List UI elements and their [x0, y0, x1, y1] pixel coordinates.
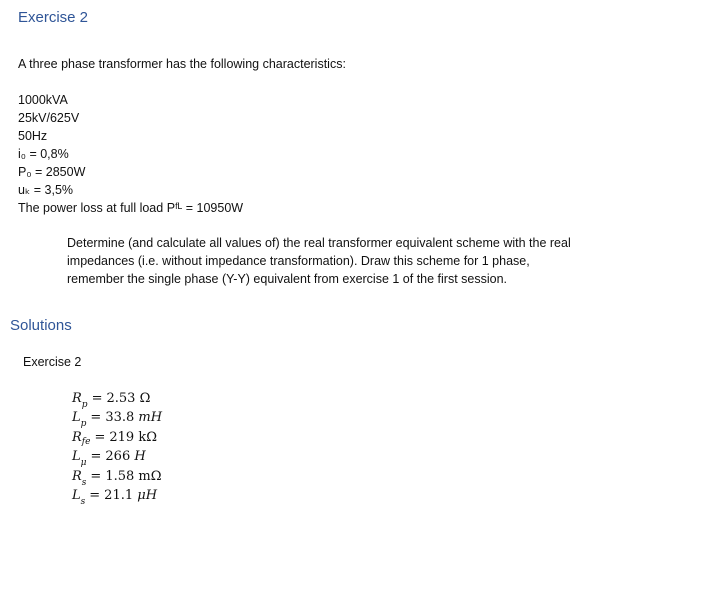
result-item — [72, 468, 162, 487]
spec-item-power-rating: 1000kVA — [18, 93, 68, 107]
result-item — [72, 487, 162, 506]
spec-item-full-load-loss: The power loss at full load Pᶠᴸ = 10950W — [18, 201, 244, 215]
spec-list — [18, 91, 243, 217]
result-value: 2.53 — [106, 391, 136, 406]
exercise-title: Exercise 2 — [18, 9, 89, 26]
task-line: remember the single phase (Y-Y) equivalent from exercise 1 of the first session. — [67, 272, 508, 286]
solutions-title: Solutions — [10, 317, 72, 334]
result-symbol: L — [72, 488, 81, 504]
result-symbol: L — [72, 449, 81, 465]
equals-sign: = — [90, 468, 102, 484]
spec-item-no-load-loss: P₀ = 2850W — [18, 165, 86, 179]
spec-item-frequency: 50Hz — [18, 129, 48, 143]
result-unit: mΩ — [138, 468, 162, 484]
task-line: impedances (i.e. without impedance transformation). Draw this scheme for 1 phase, — [67, 254, 530, 268]
result-item — [72, 390, 162, 409]
result-subscript: fe — [81, 436, 91, 447]
task-description — [67, 234, 667, 288]
task-line: Determine (and calculate all values of) the real transformer equivalent scheme with the real — [67, 236, 571, 250]
result-subscript: μ — [80, 458, 87, 469]
result-symbol: R — [72, 391, 82, 406]
result-subscript: s — [80, 497, 86, 508]
result-symbol: L — [72, 410, 81, 426]
result-value: 1.58 — [105, 468, 135, 484]
result-unit: Ω — [139, 391, 151, 406]
result-value: 266 — [105, 449, 131, 465]
result-unit: mH — [138, 410, 163, 426]
result-item — [72, 409, 162, 428]
solutions-subtitle: Exercise 2 — [23, 355, 82, 369]
equals-sign: = — [90, 449, 102, 465]
result-unit: H — [134, 449, 146, 465]
equals-sign: = — [91, 391, 103, 406]
spec-item-short-circuit-voltage: uₖ = 3,5% — [18, 183, 74, 197]
spec-item-no-load-current: i₀ = 0,8% — [18, 147, 69, 161]
intro-text: A three phase transformer has the following characteristics: — [18, 57, 346, 71]
result-value: 219 — [109, 429, 135, 445]
equals-sign: = — [89, 488, 101, 504]
equals-sign: = — [90, 410, 102, 426]
result-symbol: R — [72, 429, 82, 445]
result-item — [72, 448, 162, 467]
result-subscript: p — [81, 400, 88, 410]
spec-item-voltage-ratio: 25kV/625V — [18, 111, 80, 125]
result-value: 33.8 — [105, 410, 135, 426]
result-item — [72, 429, 162, 448]
result-symbol: R — [72, 468, 82, 484]
results-list — [72, 390, 162, 506]
result-subscript: s — [81, 477, 87, 488]
result-unit: μH — [137, 488, 158, 504]
result-subscript: p — [80, 419, 87, 430]
result-value: 21.1 — [104, 488, 134, 504]
result-unit: kΩ — [138, 429, 157, 445]
equals-sign: = — [94, 429, 106, 445]
